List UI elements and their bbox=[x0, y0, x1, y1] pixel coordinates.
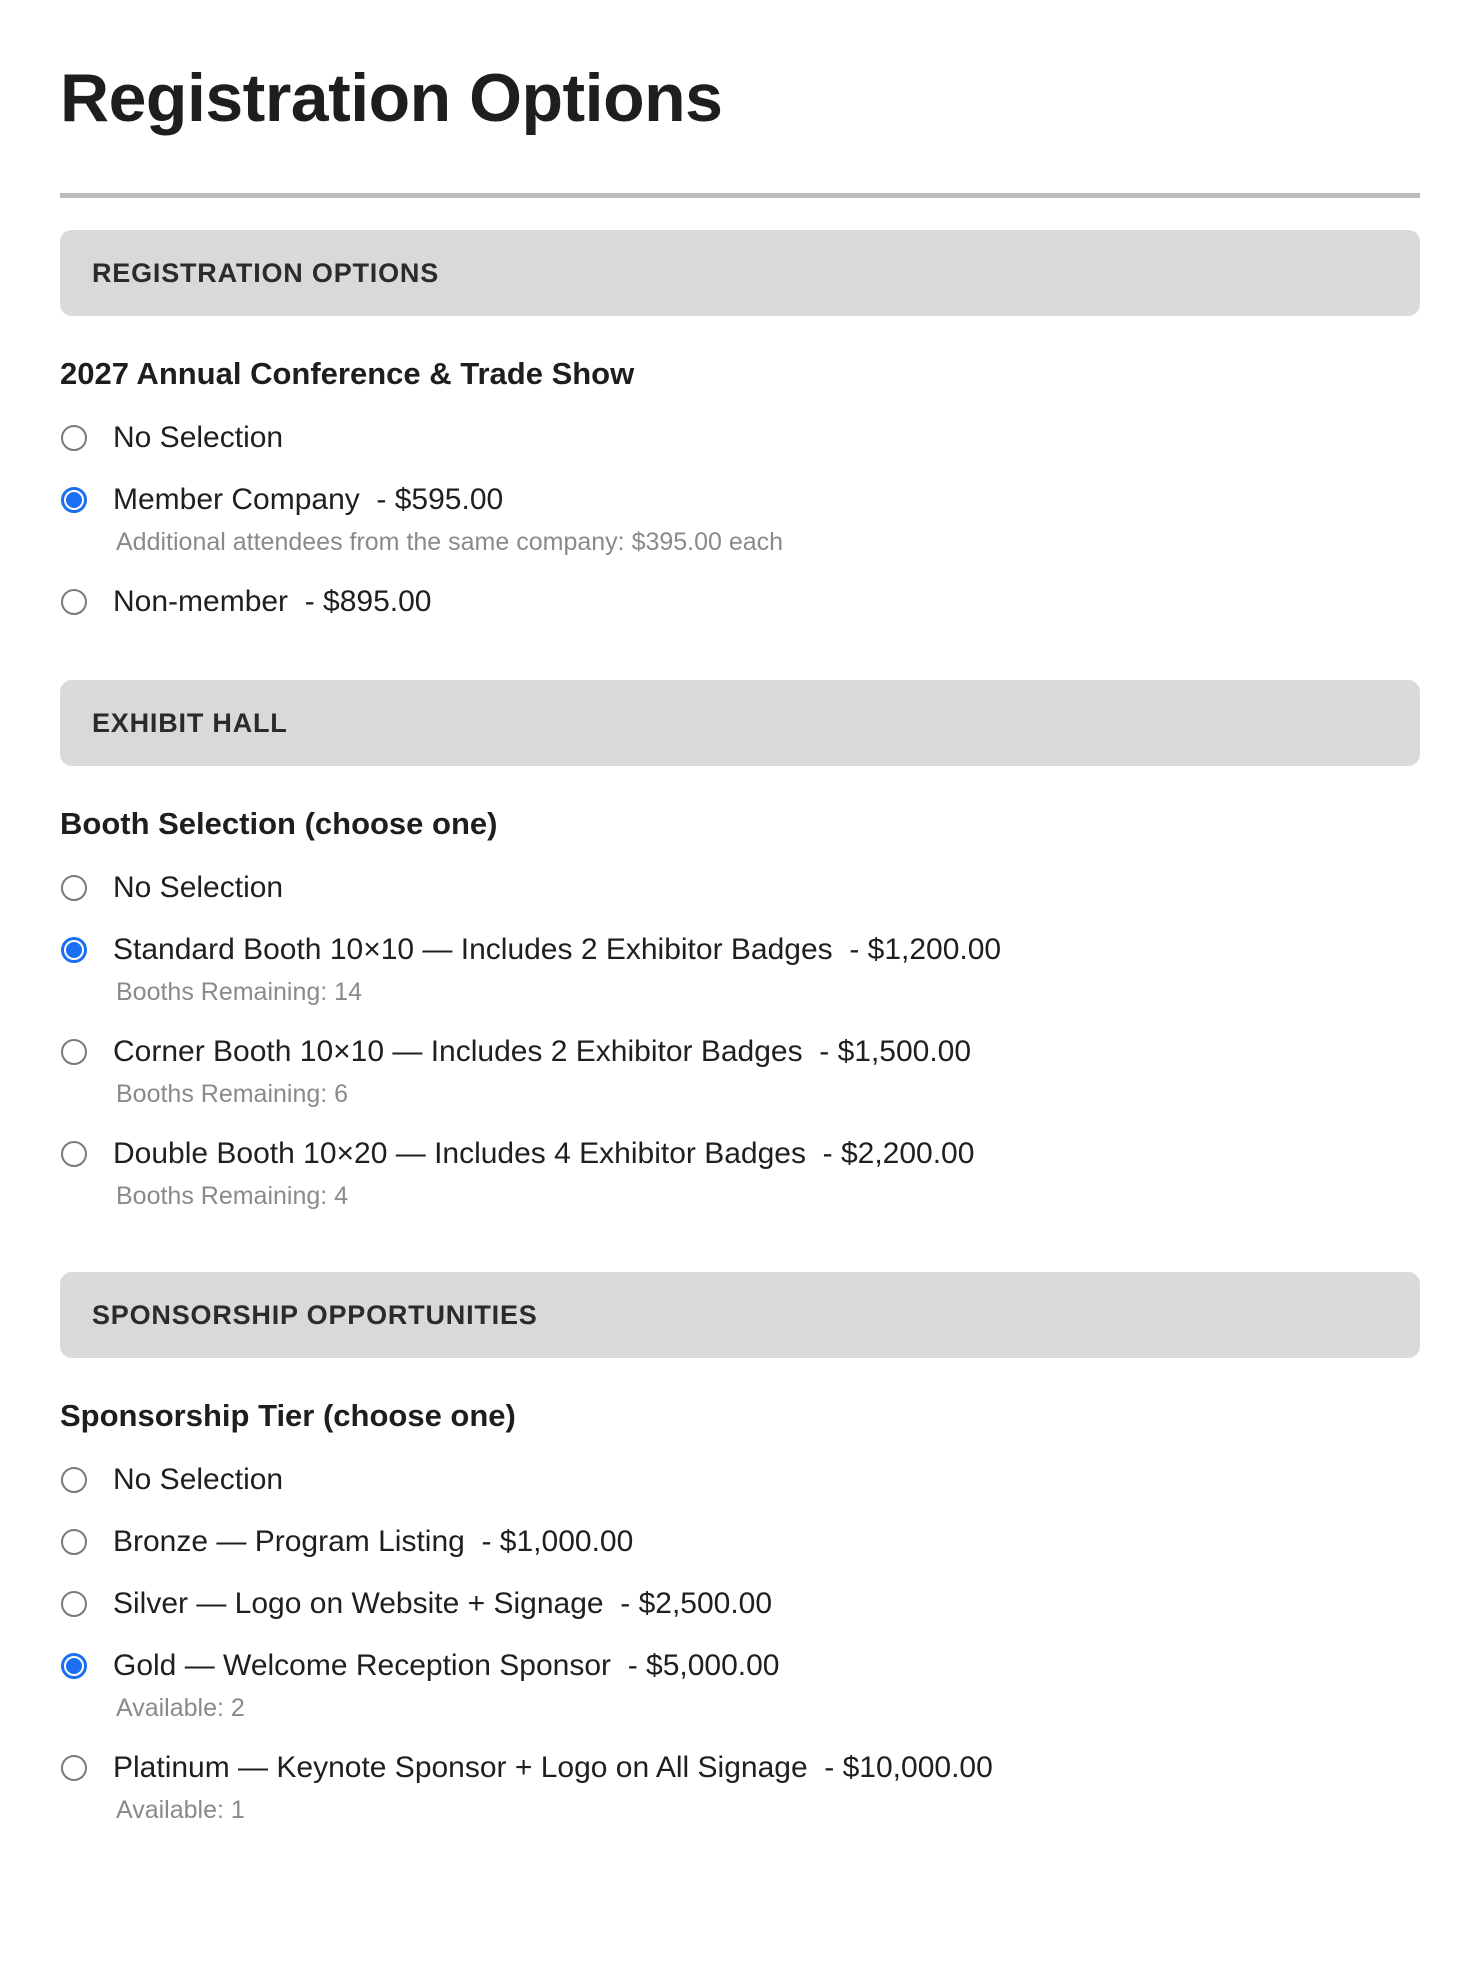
radio-button-selected[interactable] bbox=[61, 1653, 87, 1679]
option-conference-no-selection[interactable] bbox=[61, 418, 283, 458]
option-label: No Selection bbox=[113, 1463, 284, 1496]
option-label: Platinum — Keynote Sponsor + Logo on All Signage - $10,000.00 bbox=[113, 1751, 993, 1784]
section-header-exhibit-hall: EXHIBIT HALL bbox=[60, 680, 1420, 766]
radio-button[interactable] bbox=[61, 1755, 87, 1781]
page-title: Registration Options bbox=[60, 60, 723, 136]
option-label: Member Company - $595.00 bbox=[113, 483, 504, 516]
option-double-booth[interactable] bbox=[61, 1134, 974, 1174]
group-label-sponsorship-tier: Sponsorship Tier (choose one) bbox=[60, 1398, 516, 1433]
option-bronze[interactable] bbox=[61, 1522, 633, 1562]
option-booth-no-selection[interactable] bbox=[61, 868, 283, 908]
section-header-registration-options: REGISTRATION OPTIONS bbox=[60, 230, 1420, 316]
radio-button[interactable] bbox=[61, 1591, 87, 1617]
option-label: No Selection bbox=[113, 871, 284, 904]
radio-button[interactable] bbox=[61, 875, 87, 901]
option-note-booths-remaining: Booths Remaining: 14 bbox=[116, 978, 362, 1006]
option-label: Bronze — Program Listing - $1,000.00 bbox=[113, 1525, 634, 1558]
option-label: Non-member - $895.00 bbox=[113, 585, 432, 618]
option-note-booths-remaining: Booths Remaining: 6 bbox=[116, 1080, 349, 1108]
group-label-booth-selection: Booth Selection (choose one) bbox=[60, 806, 498, 841]
section-header-sponsorship: SPONSORSHIP OPPORTUNITIES bbox=[60, 1272, 1420, 1358]
option-label: Corner Booth 10×10 — Includes 2 Exhibitor Badges - $1,500.00 bbox=[113, 1035, 972, 1068]
option-label: Standard Booth 10×10 — Includes 2 Exhibitor Badges - $1,200.00 bbox=[113, 933, 1002, 966]
option-label: No Selection bbox=[113, 421, 284, 454]
option-note-booths-remaining: Booths Remaining: 4 bbox=[116, 1182, 349, 1210]
option-non-member[interactable] bbox=[61, 582, 432, 622]
option-platinum[interactable] bbox=[61, 1748, 993, 1788]
option-label: Gold — Welcome Reception Sponsor - $5,000.00 bbox=[113, 1649, 780, 1682]
option-silver[interactable] bbox=[61, 1584, 772, 1624]
radio-button[interactable] bbox=[61, 1039, 87, 1065]
radio-button[interactable] bbox=[61, 425, 87, 451]
option-gold[interactable] bbox=[61, 1646, 779, 1686]
option-label: Silver — Logo on Website + Signage - $2,500.00 bbox=[113, 1587, 773, 1620]
radio-button[interactable] bbox=[61, 1141, 87, 1167]
option-note-available: Available: 2 bbox=[116, 1694, 245, 1722]
group-label-conference: 2027 Annual Conference & Trade Show bbox=[60, 356, 635, 391]
option-corner-booth[interactable] bbox=[61, 1032, 971, 1072]
option-note-available: Available: 1 bbox=[116, 1796, 245, 1824]
radio-button-selected[interactable] bbox=[61, 487, 87, 513]
title-divider bbox=[60, 193, 1420, 198]
option-standard-booth[interactable] bbox=[61, 930, 1001, 970]
option-note-additional-attendees: Additional attendees from the same company: $395.00 each bbox=[116, 528, 784, 556]
radio-button-selected[interactable] bbox=[61, 937, 87, 963]
option-label: Double Booth 10×20 — Includes 4 Exhibitor Badges - $2,200.00 bbox=[113, 1137, 975, 1170]
radio-button[interactable] bbox=[61, 1467, 87, 1493]
option-sponsorship-no-selection[interactable] bbox=[61, 1460, 283, 1500]
option-member-company[interactable] bbox=[61, 480, 503, 520]
radio-button[interactable] bbox=[61, 589, 87, 615]
radio-button[interactable] bbox=[61, 1529, 87, 1555]
